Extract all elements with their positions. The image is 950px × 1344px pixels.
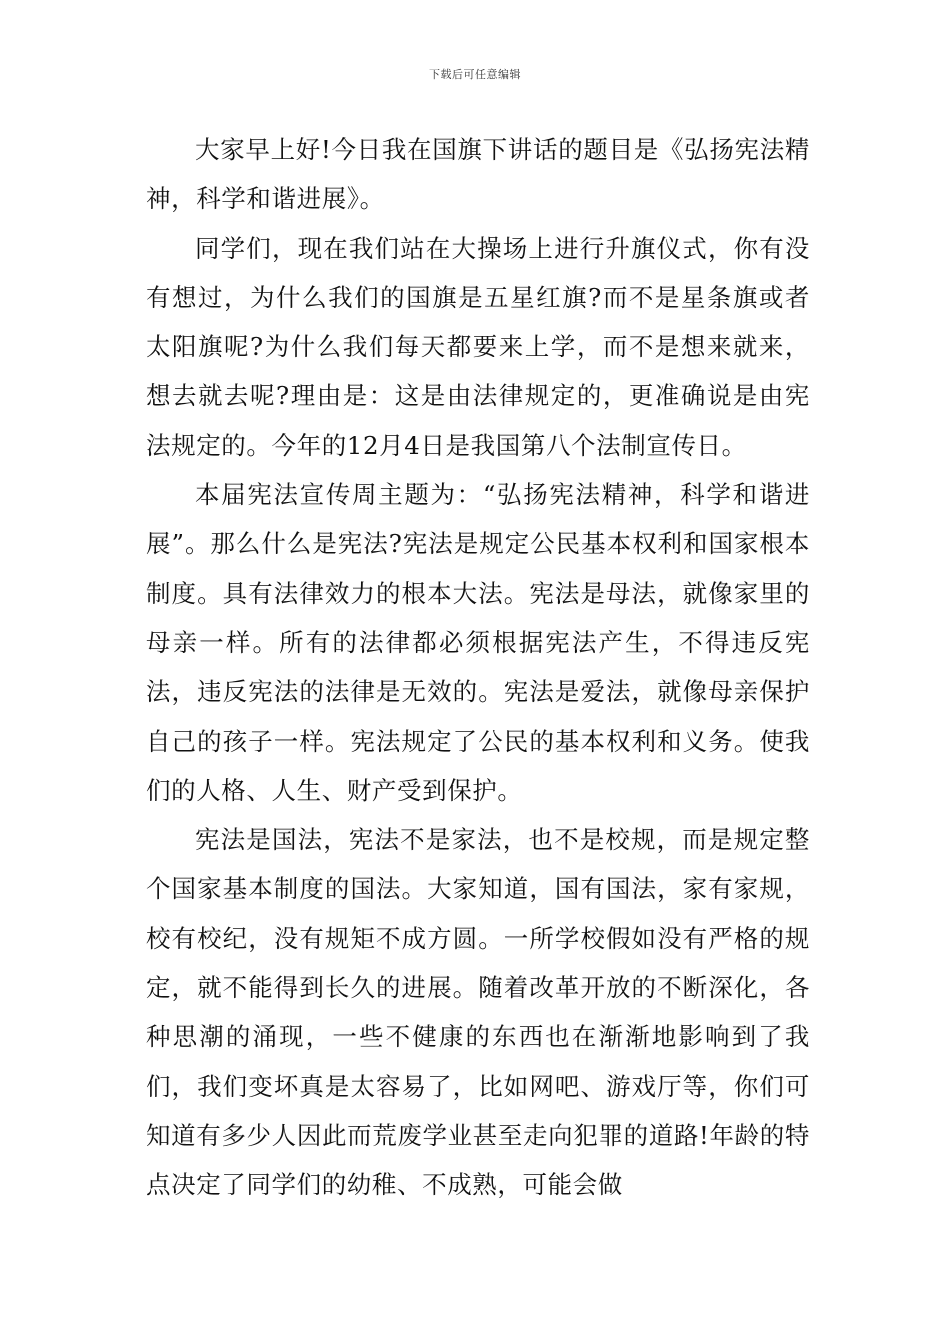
paragraph-national-law: 宪法是国法，宪法不是家法，也不是校规，而是规定整个国家基本制度的国法。大家知道，国有国法，家有家规，校有校纪，没有规矩不成方圆。一所学校假如没有严格的规定，就不能得到长久的进展。随着改革开放的不断深化，各种思潮的涌现，一些不健康的东西也在渐渐地影响到了我们，我们变坏真是太容易了，比如网吧、游戏厅等，你们可知道有多少人因此而荒废学业甚至走向犯罪的道路!年龄的特点决定了同学们的幼稚、不成熟，可能会做: [146, 825, 810, 1200]
document-body: [146, 125, 810, 1210]
paragraph-flag-question: 同学们，现在我们站在大操场上进行升旗仪式，你有没有想过，为什么我们的国旗是五星红旗?而不是星条旗或者太阳旗呢?为什么我们每天都要来上学，而不是想来就来，想去就去呢?理由是：这是由法律规定的，更准确说是由宪法规定的。今年的12月4日是我国第八个法制宣传日。: [146, 233, 810, 460]
paragraph-greeting: 大家早上好!今日我在国旗下讲话的题目是《弘扬宪法精神，科学和谐进展》。: [146, 135, 810, 214]
page-header: 下载后可任意编辑: [429, 68, 521, 81]
paragraph-constitution-definition: 本届宪法宣传周主题为：“弘扬宪法精神，科学和谐进展”。那么什么是宪法?宪法是规定公民基本权利和国家根本制度。具有法律效力的根本大法。宪法是母法，就像家里的母亲一样。所有的法律都必须根据宪法产生，不得违反宪法，违反宪法的法律是无效的。宪法是爱法，就像母亲保护自己的孩子一样。宪法规定了公民的基本权利和义务。使我们的人格、人生、财产受到保护。: [146, 480, 810, 805]
